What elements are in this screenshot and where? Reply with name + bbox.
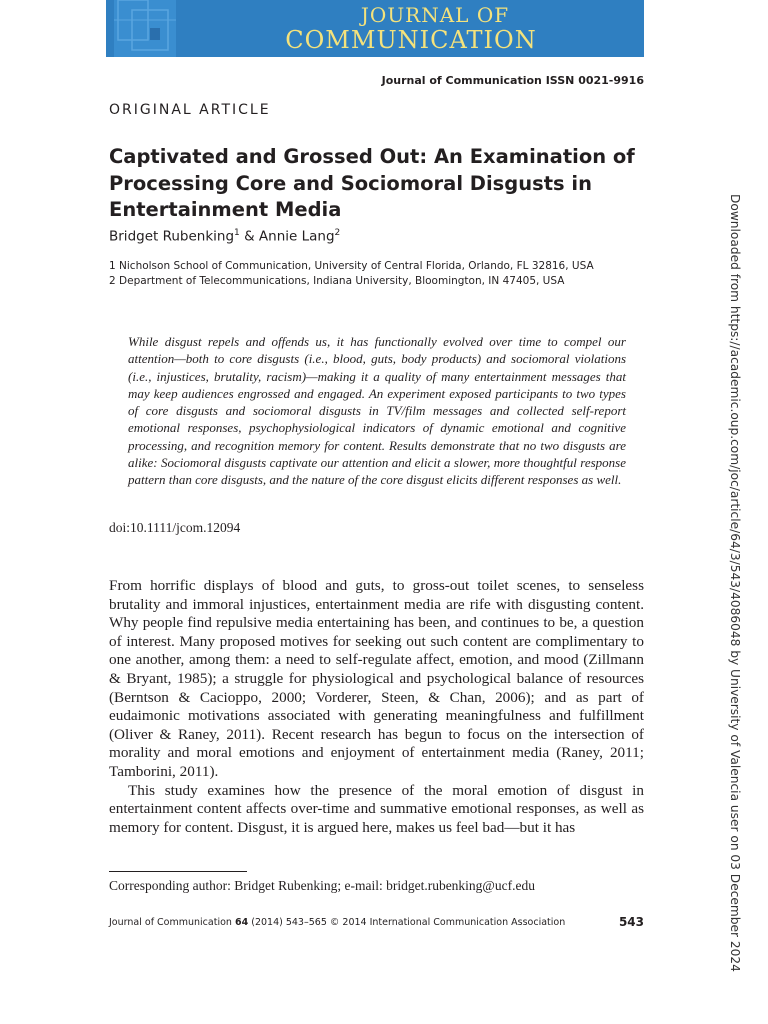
article-title: Captivated and Grossed Out: An Examination of Processing Core and Sociomoral Disgusts in Entertainment Media bbox=[109, 145, 635, 221]
footer-citation: (2014) 543–565 © 2014 International Communication Association bbox=[251, 917, 566, 928]
footer-journal: Journal of Communication bbox=[109, 917, 232, 928]
body-paragraph: From horrific displays of blood and guts, to gross-out toilet scenes, to senseless brutality and immoral injustices, entertainment media are rife with disgusting content. Why people find repulsive media entertaining has been, and continues to be, a question of interest. Many proposed motives for seeking out such content are complimentary to one another, among them: a need to self-regulate affect, emotion, and mood (Zillmann & Bryant, 1985); a struggle for physiological and psychological balance of resources (Berntson & Cacioppo, 2000; Vorderer, Steen, & Chan, 2006); and as part of eudaimonic motivations associated with generating meaningfulness and fulfillment (Oliver & Raney, 2011). Recent research has begun to focus on the intersection of morality and moral emotions and enjoyment of entertainment media (Raney, 2011; Tamborini, 2011). bbox=[109, 577, 644, 780]
affiliation: 1 Nicholson School of Communication, University of Central Florida, Orlando, FL 32816, USA bbox=[109, 260, 594, 272]
journal-logo-icon bbox=[114, 0, 176, 57]
download-watermark: Downloaded from https://academic.oup.com/joc/article/64/3/543/4086048 by University of Valencia user on 03 December 2024 bbox=[728, 194, 742, 972]
affiliations bbox=[109, 259, 649, 289]
footer-volume: 64 bbox=[234, 917, 249, 928]
doi: doi:10.1111/jcom.12094 bbox=[109, 520, 241, 535]
author-joiner: & bbox=[239, 228, 259, 245]
author-list bbox=[109, 228, 340, 245]
affiliation: 2 Department of Telecommunications, Indiana University, Bloomington, IN 47405, USA bbox=[109, 275, 565, 287]
journal-banner bbox=[106, 0, 644, 57]
journal-banner-line2: COMMUNICATION bbox=[285, 26, 537, 54]
section-label: ORIGINAL ARTICLE bbox=[109, 102, 271, 118]
journal-banner-line1: JOURNAL OF bbox=[360, 3, 510, 27]
author-name: Bridget Rubenking bbox=[109, 228, 235, 245]
author-affil-marker: 1 bbox=[234, 228, 240, 238]
body-text bbox=[109, 577, 644, 837]
corresponding-author-footnote: Corresponding author: Bridget Rubenking; e-mail: bridget.rubenking@ucf.edu bbox=[109, 878, 535, 893]
body-paragraph: This study examines how the presence of the moral emotion of disgust in entertainment content affects over-time and summative emotional responses, as well as memory for content. Disgust, it is argued here, makes us feel bad—but it has bbox=[109, 781, 644, 836]
page-number: 543 bbox=[618, 915, 644, 929]
author-name: Annie Lang bbox=[258, 228, 335, 245]
issn-line: Journal of Communication ISSN 0021-9916 bbox=[381, 74, 644, 87]
page-footer bbox=[109, 917, 565, 928]
footnote-divider bbox=[109, 871, 247, 872]
abstract: While disgust repels and offends us, it has functionally evolved over time to compel our attention—both to core disgusts (i.e., blood, guts, body products) and sociomoral violations (i.e., injustices, brutality, racism)—making it a quality of many entertainment messages that may keep audiences engrossed and engaged. An experiment exposed participants to two types of core disgusts and sociomoral disgusts in TV/film messages and collected self-report emotional responses, psychophysiological indicators of dynamic emotional and cognitive processing, and recognition memory for content. Results demonstrate that no two disgusts are alike: Sociomoral disgusts captivate our attention and elicit a slower, more thoughtful response pattern than core disgusts, and the nature of the core disgust elicits different responses as well. bbox=[128, 334, 626, 488]
author-affil-marker: 2 bbox=[334, 228, 341, 238]
